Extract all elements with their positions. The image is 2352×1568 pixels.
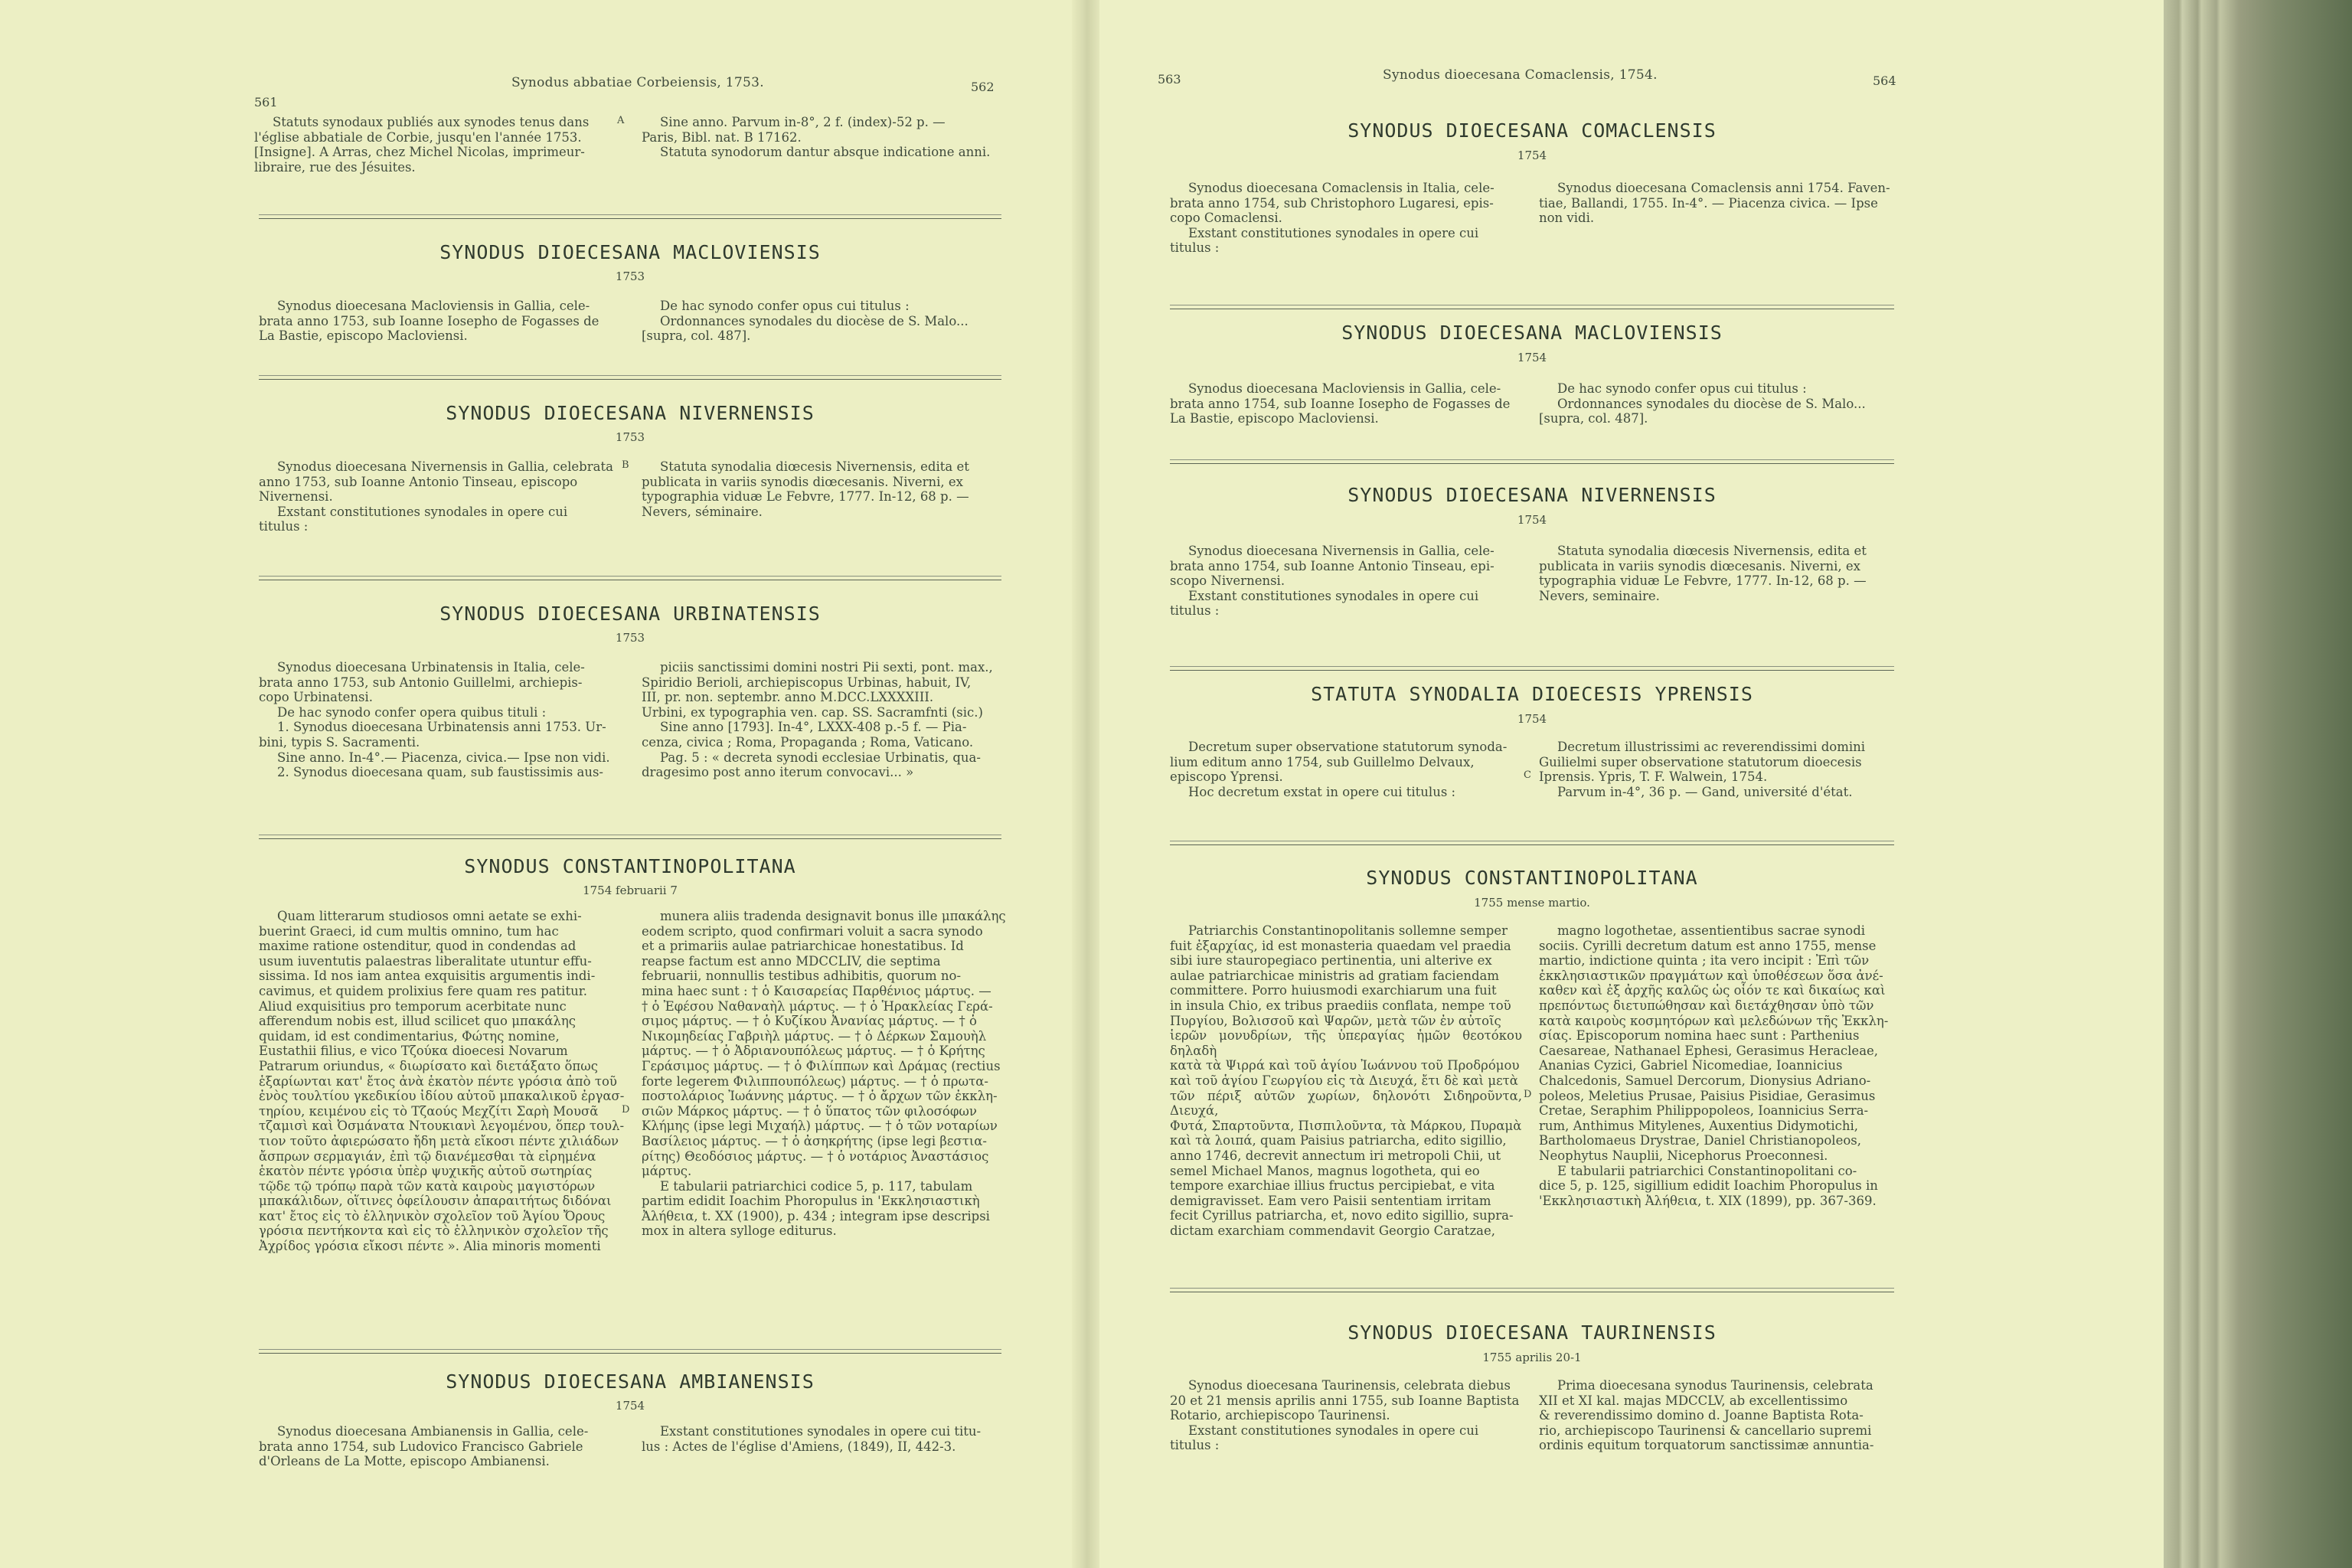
section-year: 1755 aprilis 20-1 xyxy=(1482,1351,1582,1364)
section-left-column xyxy=(259,909,626,1254)
text-line: γρόσια πεντήκοντα καὶ εἰς τὸ ἑλληνικὸν σχολεῖον τῆς xyxy=(259,1223,609,1239)
text-line: Eustathii filius, e vico Τζούκα dioecesi Novarum xyxy=(259,1044,568,1059)
text-line: anno 1753, sub Ioanne Antonio Tinseau, episcopo xyxy=(259,474,578,489)
text-line: et a primariis aulae patriarchicae honestatibus. Id xyxy=(642,939,964,954)
text-line: 1. Synodus dioecesana Urbinatensis anni 1753. Ur- xyxy=(277,720,606,735)
section-year: 1754 xyxy=(1517,513,1547,527)
text-line: copo Comaclensi. xyxy=(1170,211,1282,226)
double-rule xyxy=(259,375,1001,376)
text-line: Patrarum oriundus, « διωρίσατο καὶ διετάξατο ὅπως xyxy=(259,1058,598,1073)
text-line: dice 5, p. 125, sigillium edidit Ioachim Phoropulus in xyxy=(1539,1178,1878,1194)
text-line: munera aliis tradenda designavit bonus ille μπακάλης xyxy=(660,909,1006,923)
text-line: l'église abbatiale de Corbie, jusqu'en l'année 1753. xyxy=(254,129,582,145)
text-line: Statuts synodaux publiés aux synodes tenus dans xyxy=(273,115,590,129)
section-right-column xyxy=(1539,923,1894,1208)
text-line: magno logothetae, assentientibus sacrae synodi xyxy=(1557,923,1866,938)
text-line: 'Εκκλησιαστικὴ Ἀλήθεια, t. XIX (1899), pp. 367-369. xyxy=(1539,1193,1877,1208)
text-line: publicata in variis synodis diœcesanis. Niverni, ex xyxy=(642,474,963,489)
text-line: brata anno 1753, sub Ioanne Iosepho de Fogasses de xyxy=(259,313,599,328)
section-right-column xyxy=(1539,1378,1894,1453)
text-line: dragesimo post anno iterum convocavi... » xyxy=(642,765,914,780)
section-rule xyxy=(1170,670,1894,671)
text-line: dictam exarchiam commendavit Georgio Caratzae, xyxy=(1170,1223,1495,1238)
text-line: Ἀχρίδος γρόσια εἴκοσι πέντε ». Alia minoris momenti xyxy=(259,1239,601,1254)
section-title: SYNODUS CONSTANTINOPOLITANA xyxy=(464,855,796,877)
page-number: 563 xyxy=(1158,72,1181,87)
text-line: Exstant constitutiones synodales in opere cui xyxy=(277,504,568,519)
text-line: καὶ τὰ λοιπά, quam Paisius patriarcha, edito sigillio, xyxy=(1170,1133,1507,1148)
section-title: SYNODUS DIOECESANA NIVERNENSIS xyxy=(1348,484,1717,506)
page-edges xyxy=(2164,0,2352,1568)
text-line: bini, typis S. Sacramenti. xyxy=(259,734,420,750)
text-line: Ordonnances synodales du diocèse de S. Malo... xyxy=(660,313,969,328)
margin-marker: B xyxy=(622,459,629,471)
text-line: poleos, Meletius Prusae, Paisius Pisidiae, Gerasimus xyxy=(1539,1088,1876,1103)
section-right-column xyxy=(642,660,1001,780)
text-line: Κλήμης (ipse legi Μιχαήλ) μάρτυς. — † ὁ τῶν νοταρίων xyxy=(642,1119,998,1134)
text-line: brata anno 1754, sub Ioanne Antonio Tinseau, epi- xyxy=(1170,558,1494,573)
text-line: Bartholomaeus Drystrae, Daniel Christianopoleos, xyxy=(1539,1133,1861,1148)
text-line: Nevers, seminaire. xyxy=(1539,588,1660,603)
text-line: [Insigne]. A Arras, chez Michel Nicolas, imprimeur- xyxy=(254,145,585,160)
text-line: μάρτυς. — † ὁ Ἀδριανουπόλεως μάρτυς. — † ὁ Κρήτης xyxy=(642,1044,985,1059)
text-line: Γεράσιμος μάρτυς. — † ὁ Φιλίππων καὶ Δράμας (rectius xyxy=(642,1058,1001,1073)
text-line: ἐκκλησιαστικῶν πραγμάτων καὶ ὑποθέσεων ὅσα ἀνέ- xyxy=(1539,968,1883,983)
text-line: Synodus dioecesana Macloviensis in Gallia, cele- xyxy=(1188,381,1501,396)
text-line: Sine anno. In-4°.— Piacenza, civica.— Ipse non vidi. xyxy=(277,750,610,765)
text-line: ἱερῶν μονυδρίων, τῆς ὑπεραγίας ἡμῶν θεοτόκου δηλαδὴ xyxy=(1170,1028,1522,1058)
left-page xyxy=(0,0,1086,1568)
section-title: SYNODUS DIOECESANA COMACLENSIS xyxy=(1348,119,1717,142)
text-line: scopo Nivernensi. xyxy=(1170,573,1285,589)
text-line: reapse factum est anno MDCCLIV, die septima xyxy=(642,953,941,969)
page-number: 564 xyxy=(1873,74,1896,88)
text-line: τιον τοῦτο ἀφιερώσατο ἤδη μετὰ εἴκοσι πέντε χιλιάδων xyxy=(259,1133,619,1148)
text-line: σίας. Episcoporum nomina haec sunt : Parthenius xyxy=(1539,1028,1860,1044)
section-rule xyxy=(259,838,1001,839)
text-line: Hoc decretum exstat in opere cui titulus : xyxy=(1188,784,1456,799)
text-line: mina haec sunt : † ὁ Καισαρείας Παρθένιος μάρτυς. — xyxy=(642,983,991,998)
text-line: Caesareae, Nathanael Ephesi, Gerasimus Heracleae, xyxy=(1539,1043,1879,1058)
section-rule xyxy=(1170,463,1894,464)
section-year: 1753 xyxy=(615,270,645,283)
text-line: semel Michael Manos, magnus logothetа, qui eo xyxy=(1170,1163,1480,1178)
section-right-column xyxy=(642,299,1001,344)
text-line: τῶν πέριξ αὐτῶν χωρίων, δηλονότι Σιδηροῦντα, Διευχά, xyxy=(1170,1088,1522,1119)
text-line: mox in altera sylloge editurus. xyxy=(642,1223,837,1239)
text-line: Parvum in-4°, 36 p. — Gand, université d'état. xyxy=(1557,784,1853,799)
text-line: Statuta synodalia diœcesis Nivernensis, edita et xyxy=(1557,544,1867,558)
margin-marker: D xyxy=(1524,1088,1532,1100)
text-line: σιῶν Μάρκος μάρτυς. — † ὁ ὕπατος τῶν φιλοσόφων xyxy=(642,1103,977,1119)
text-line: publicata in variis synodis diœcesanis. Niverni, ex xyxy=(1539,558,1860,573)
text-line: De hac synodo confer opus cui titulus : xyxy=(660,299,910,313)
margin-marker: C xyxy=(1524,769,1531,782)
text-line: sibi iure stauropegiaco pertinentia, uni alterive ex xyxy=(1170,953,1492,969)
text-line: cavimus, et quidem prolixius fere quam res patitur. xyxy=(259,983,588,998)
book-gutter xyxy=(1072,0,1099,1568)
section-title: SYNODUS CONSTANTINOPOLITANA xyxy=(1366,867,1698,889)
text-line: ρίτης) Θεοδόσιος μάρτυς. — † ὁ νοτάριος Ἀναστάσιος xyxy=(642,1148,989,1164)
section-title: SYNODUS DIOECESANA MACLOVIENSIS xyxy=(1341,322,1723,344)
text-line: Synodus dioecesana Nivernensis in Gallia, celebrata xyxy=(277,459,613,474)
text-line: Ordonnances synodales du diocèse de S. Malo... xyxy=(1557,396,1866,411)
text-line: episcopo Yprensi. xyxy=(1170,769,1283,785)
section-right-column xyxy=(642,909,1009,1239)
section-year: 1754 xyxy=(1517,351,1547,364)
text-line: partim edidit Ioachim Phoropulus in 'Εκκλησιαστικὴ xyxy=(642,1194,980,1209)
text-line: ποστολάριος Ἰωάννης μάρτυς. — † ὁ ἄρχων τῶν ἐκκλη- xyxy=(642,1089,998,1104)
text-line: De hac synodo confer opus cui titulus : xyxy=(1557,381,1807,396)
section-rule xyxy=(259,218,1001,219)
text-line: brata anno 1754, sub Ludovico Francisco Gabriele xyxy=(259,1439,583,1454)
text-line: Spiridio Berioli, archiepiscopus Urbinas, habuit, IV, xyxy=(642,675,972,690)
section-year: 1754 xyxy=(1517,712,1547,726)
margin-marker: D xyxy=(622,1103,630,1116)
section-rule xyxy=(259,1353,1001,1354)
text-line: rio, archiepiscopo Taurinensi & cancellario supremi xyxy=(1539,1423,1872,1438)
section-title: SYNODUS DIOECESANA AMBIANENSIS xyxy=(446,1370,815,1393)
entry-right-column xyxy=(642,115,1001,160)
text-line: piciis sanctissimi domini nostri Pii sexti, pont. max., xyxy=(660,660,993,675)
text-line: E tabularii patriarchici Constantinopolitani co- xyxy=(1557,1163,1857,1178)
section-left-column xyxy=(259,299,619,344)
text-line: τῷδε τῷ τρόπῳ παρὰ τῶν κατὰ καιροὺς μαγιστόρων xyxy=(259,1178,596,1194)
text-line: sociis. Cyrilli decretum datum est anno 1755, mense xyxy=(1539,938,1877,953)
text-line: & reverendissimo domino d. Joanne Baptista Rota- xyxy=(1539,1408,1864,1423)
text-line: καθεν καὶ ἐξ ἀρχῆς καλῶς ὡς οἷόν τε καὶ δικαίως καὶ xyxy=(1539,983,1886,998)
text-line: Synodus dioecesana Comaclensis in Italia, cele- xyxy=(1188,181,1494,195)
text-line: La Bastie, episcopo Macloviensi. xyxy=(259,328,468,344)
text-line: committere. Porro huiusmodi exarchiarum una fuit xyxy=(1170,983,1497,998)
text-line: Πυργίου, Βολισσοῦ καὶ Ψαρῶν, μετὰ τῶν ἐν αὐτοῖς xyxy=(1170,1013,1501,1028)
text-line: sissima. Id nos iam antea exquisitis argumentis indi- xyxy=(259,969,596,984)
text-line: Quam litterarum studiosos omni aetate se exhi- xyxy=(277,909,582,923)
text-line: lium editum anno 1754, sub Guillelmo Delvaux, xyxy=(1170,754,1475,769)
text-line: ordinis equitum torquatorum sanctissimæ annuntia- xyxy=(1539,1438,1874,1453)
text-line: Decretum super observatione statutorum synoda- xyxy=(1188,740,1508,754)
text-line: 20 et 21 mensis aprilis anni 1755, sub Ioanne Baptista xyxy=(1170,1393,1520,1408)
section-title: SYNODUS DIOECESANA MACLOVIENSIS xyxy=(439,241,821,263)
text-line: κατὰ καιροὺς κοσμητόρων καὶ μελεδώνων τῆς Ἐκκλη- xyxy=(1539,1013,1889,1028)
text-line: Exstant constitutiones synodales in opere cui titu- xyxy=(660,1424,982,1439)
text-line: Sine anno. Parvum in-8°, 2 f. (index)-52 p. — xyxy=(660,115,946,129)
section-right-column xyxy=(1539,181,1894,226)
text-line: XII et XI kal. majas MDCCLV, ab excellentissimo xyxy=(1539,1393,1848,1408)
text-line: aulae patriarchicae ministris ad gratiam faciendam xyxy=(1170,968,1500,983)
text-line: forte legerem Φιλιππουπόλεως) μάρτυς. — † ὁ πρωτα- xyxy=(642,1073,988,1089)
text-line: brata anno 1754, sub Christophoro Lugaresi, epis- xyxy=(1170,195,1494,211)
text-line: quidam, id est condimentarius, Φώτης nomine, xyxy=(259,1028,560,1044)
text-line: lus : Actes de l'église d'Amiens, (1849), II, 442-3. xyxy=(642,1439,956,1454)
text-line: Synodus dioecesana Urbinatensis in Italia, cele- xyxy=(277,660,585,675)
text-line: Βασίλειος μάρτυς. — † ὁ ἀσηκρήτης (ipse legi βεστια- xyxy=(642,1133,988,1148)
text-line: eodem scripto, quod confirmari voluit a sacra synodo xyxy=(642,923,983,939)
text-line: La Bastie, episcopo Macloviensi. xyxy=(1170,411,1379,426)
text-line: Synodus dioecesana Comaclensis anni 1754. Faven- xyxy=(1557,181,1890,195)
text-line: Statuta synodalia diœcesis Nivernensis, edita et xyxy=(660,459,969,474)
text-line: Exstant constitutiones synodales in opere cui xyxy=(1188,588,1479,603)
section-year: 1754 xyxy=(1517,149,1547,162)
text-line: Exstant constitutiones synodales in opere cui xyxy=(1188,1423,1479,1438)
double-rule xyxy=(1170,459,1894,460)
text-line: κατὰ τὰ Ψιρρά καὶ τοῦ ἁγίου Ἰωάννου τοῦ Προδρόμου xyxy=(1170,1058,1520,1073)
section-year: 1755 mense martio. xyxy=(1474,896,1590,910)
text-line: E tabularii patriarchici codice 5, p. 117, tabulam xyxy=(660,1178,973,1194)
section-right-column xyxy=(1539,381,1894,426)
text-line: Φυτά, Σπαρτοῦντα, Πισπιλοῦντα, τὰ Μάρκου, Πυραμὰ xyxy=(1170,1118,1522,1133)
text-line: Nivernensi. xyxy=(259,489,333,505)
text-line: Synodus dioecesana Ambianensis in Gallia, cele- xyxy=(277,1424,589,1439)
text-line: typographia viduæ Le Febvre, 1777. In-12, 68 p. — xyxy=(1539,573,1867,589)
text-line: brata anno 1754, sub Ioanne Iosepho de Fogasses de xyxy=(1170,396,1511,411)
text-line: titulus : xyxy=(259,519,309,534)
page-number: 562 xyxy=(971,80,995,94)
text-line: Neophytus Nauplii, Nicephorus Proeconnesi. xyxy=(1539,1148,1828,1163)
section-left-column xyxy=(259,660,619,780)
text-line: Prima dioecesana synodus Taurinensis, celebrata xyxy=(1557,1378,1873,1393)
text-line: ἑκατὸν πέντε γρόσια ὑπὲρ ψυχικῆς αὐτοῦ σωτηρίας xyxy=(259,1164,593,1179)
text-line: Exstant constitutiones synodales in opere cui xyxy=(1188,225,1479,240)
text-line: Patriarchis Constantinopolitanis sollemne semper xyxy=(1188,923,1508,938)
text-line: afferendum nobis est, illud scilicet quo μπακάλης xyxy=(259,1014,576,1029)
text-line: brata anno 1753, sub Antonio Guillelmi, archiepis- xyxy=(259,675,583,690)
section-title: SYNODUS DIOECESANA TAURINENSIS xyxy=(1348,1321,1717,1344)
double-rule xyxy=(1170,666,1894,667)
text-line: [supra, col. 487]. xyxy=(1539,411,1648,426)
double-rule xyxy=(259,1349,1001,1350)
section-right-column xyxy=(642,1424,1001,1454)
text-line: martio, indictione quinta ; ita vero incipit : Ἐπὶ τῶν xyxy=(1539,953,1870,969)
section-title: SYNODUS DIOECESANA URBINATENSIS xyxy=(439,603,821,625)
section-title: STATUTA SYNODALIA DIOECESIS YPRENSIS xyxy=(1311,683,1753,705)
section-left-column xyxy=(1170,181,1522,256)
text-line: anno 1746, decrevit annectum iri metropoli Chii, ut xyxy=(1170,1148,1501,1163)
section-rule xyxy=(259,379,1001,380)
text-line: Urbini, ex typographia ven. cap. SS. Sacramfnti (sic.) xyxy=(642,704,983,720)
text-line: Guilielmi super observatione statutorum dioecesis xyxy=(1539,754,1862,769)
text-line: rum, Anthimus Mitylenes, Auxentius Didymotichi, xyxy=(1539,1118,1858,1133)
section-left-column xyxy=(1170,381,1522,426)
text-line: typographia viduæ Le Febvre, 1777. In-12, 68 p. — xyxy=(642,489,969,505)
text-line: Paris, Bibl. nat. B 17162. xyxy=(642,129,802,145)
double-rule xyxy=(259,214,1001,215)
text-line: in insula Chio, ex tribus praediis conflata, nempe τοῦ xyxy=(1170,998,1511,1013)
text-line: III, pr. non. septembr. anno M.DCC.LXXXXIII. xyxy=(642,690,934,705)
text-line: τηρίου, κειμένου εἰς τὸ Τζαούς Μεχζίτι Σαρὴ Μουσᾶ xyxy=(259,1103,599,1119)
section-year: 1754 februarii 7 xyxy=(583,884,678,897)
text-line: titulus : xyxy=(1170,603,1220,619)
text-line: Νικομηδείας Γαβριὴλ μάρτυς. — † ὁ Δέρκων Σαμουὴλ xyxy=(642,1028,987,1044)
double-rule xyxy=(1170,1288,1894,1289)
text-line: τζαμισὶ καὶ Ὀσμάνατα Ντουκιανὶ λεγομένου, ὅπερ τουλ- xyxy=(259,1119,625,1134)
section-year: 1753 xyxy=(615,430,645,444)
text-line: ἄσπρων σερμαγιάν, ἐπὶ τῷ διανέμεσθαι τὰ εἰρημένα xyxy=(259,1148,596,1164)
section-left-column xyxy=(1170,1378,1522,1453)
text-line: σιμος μάρτυς. — † ὁ Κυζίκου Ἀνανίας μάρτυς. — † ὁ xyxy=(642,1014,977,1029)
text-line: tempore exarchiae illius fructus percipiebat, e vita xyxy=(1170,1178,1495,1194)
text-line: fecit Cyrillus patriarcha, et, novo edito sigillio, supra- xyxy=(1170,1208,1514,1223)
text-line: demigravisset. Eam vero Paisii sententiam irritam xyxy=(1170,1193,1491,1208)
text-line: Synodus dioecesana Taurinensis, celebrata diebus xyxy=(1188,1378,1511,1393)
text-line: De hac synodo confer opera quibus tituli : xyxy=(277,704,547,720)
text-line: d'Orleans de La Motte, episcopo Ambianensi. xyxy=(259,1454,550,1469)
section-left-column xyxy=(259,1424,619,1469)
section-rule xyxy=(1170,844,1894,845)
section-right-column xyxy=(1539,740,1894,799)
text-line: Aliud exquisitius pro temporum acerbitate nunc xyxy=(259,998,567,1014)
running-head: Synodus dioecesana Comaclensis, 1754. xyxy=(1383,67,1658,83)
text-line: Statuta synodorum dantur absque indicatione anni. xyxy=(660,145,991,160)
running-head: Synodus abbatiae Corbeiensis, 1753. xyxy=(511,75,764,90)
page-number: 561 xyxy=(254,95,278,109)
text-line: Decretum illustrissimi ac reverendissimi domini xyxy=(1557,740,1866,754)
text-line: fuit ἐξαρχίας, id est monasteria quaedam vel praedia xyxy=(1170,938,1511,953)
text-line: tiae, Ballandi, 1755. In-4°. — Piacenza civica. — Ipse xyxy=(1539,195,1878,211)
text-line: Synodus dioecesana Nivernensis in Gallia, cele- xyxy=(1188,544,1494,558)
text-line: [supra, col. 487]. xyxy=(642,328,751,344)
text-line: ἑξαρίωνται κατ' ἔτος ἀνὰ ἑκατὸν πέντε γρόσια ἀπὸ τοῦ xyxy=(259,1073,617,1089)
text-line: καὶ τοῦ ἁγίου Γεωργίου εἰς τὰ Διευχά, ἔτι δὲ καὶ μετὰ xyxy=(1170,1073,1518,1088)
text-line: Cretae, Seraphim Philippopoleos, Ioannicius Serra- xyxy=(1539,1103,1869,1119)
text-line: μάρτυς. xyxy=(642,1164,692,1179)
section-right-column xyxy=(642,459,1001,519)
text-line: Rotario, archiepiscopo Taurinensi. xyxy=(1170,1408,1390,1423)
text-line: maxime ratione ostenditur, quod in condendas ad xyxy=(259,939,577,954)
text-line: februarii, nonnullis testibus adhibitis, quorum no- xyxy=(642,969,962,984)
section-year: 1753 xyxy=(615,631,645,645)
text-line: Ananias Cyzici, Gabriel Nicomediae, Ioannicius xyxy=(1539,1058,1843,1073)
text-line: μπακάλιδων, οἵτινες ὀφείλουσιν ἀπαραιτήτως διδόναι xyxy=(259,1194,612,1209)
text-line: titulus : xyxy=(1170,240,1220,256)
text-line: Chalcedonis, Samuel Dercorum, Dionysius Adriano- xyxy=(1539,1073,1871,1088)
text-line: Pag. 5 : « decreta synodi ecclesiae Urbinatis, qua- xyxy=(660,750,981,765)
text-line: † ὁ Ἐφέσου Ναθαναὴλ μάρτυς. — † ὁ Ἡρακλείας Γερά- xyxy=(642,998,993,1014)
text-line: cenza, civica ; Roma, Propaganda ; Roma, Vaticano. xyxy=(642,734,974,750)
text-line: titulus : xyxy=(1170,1438,1220,1453)
margin-marker: A xyxy=(617,115,625,126)
double-rule xyxy=(259,576,1001,577)
text-line: usum iuventutis palaestras liberalitate utuntur effu- xyxy=(259,953,592,969)
section-year: 1754 xyxy=(615,1399,645,1413)
section-left-column xyxy=(1170,544,1522,619)
text-line: Ἀλήθεια, t. XX (1900), p. 434 ; integram ipse descripsi xyxy=(642,1208,990,1223)
section-left-column xyxy=(1170,923,1522,1238)
text-line: 2. Synodus dioecesana quam, sub faustissimis aus- xyxy=(277,765,603,780)
entry-left-column xyxy=(254,115,614,175)
text-line: πρεπόντως διετυπώθησαν καὶ διετάχθησαν ὑπὸ τῶν xyxy=(1539,998,1874,1013)
text-line: non vidi. xyxy=(1539,211,1595,226)
text-line: libraire, rue des Jésuites. xyxy=(254,159,416,175)
text-line: Sine anno [1793]. In-4°, LXXX-408 p.-5 f. — Pia- xyxy=(660,720,967,735)
text-line: Nevers, séminaire. xyxy=(642,504,763,519)
text-line: κατ' ἔτος εἰς τὸ ἑλληνικὸν σχολεῖον τοῦ Ἁγίου Ὄρους xyxy=(259,1208,606,1223)
text-line: copo Urbinatensi. xyxy=(259,690,374,705)
text-line: buerint Graeci, id cum multis omnino, tum hac xyxy=(259,923,559,939)
section-title: SYNODUS DIOECESANA NIVERNENSIS xyxy=(446,402,815,424)
text-line: Iprensis. Ypris, T. F. Walwein, 1754. xyxy=(1539,769,1768,785)
section-right-column xyxy=(1539,544,1894,603)
text-line: ἐνὸς τουλτίου γκεδικίου ἰδίου αὐτοῦ μπακαλικοῦ ἐργασ- xyxy=(259,1089,625,1104)
section-left-column xyxy=(1170,740,1522,799)
section-left-column xyxy=(259,459,619,534)
text-line: Synodus dioecesana Macloviensis in Gallia, cele- xyxy=(277,299,590,313)
